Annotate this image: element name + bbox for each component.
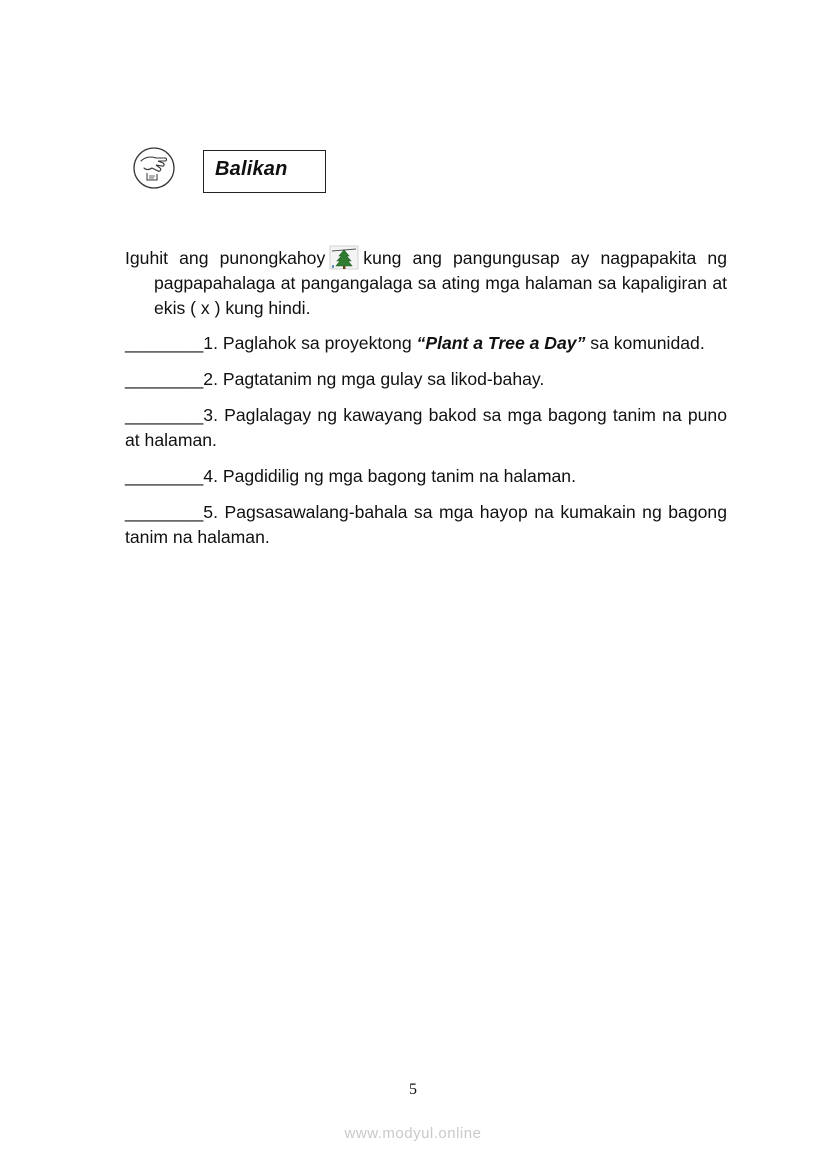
section-title: Balikan <box>215 158 288 180</box>
answer-blank: ________ <box>125 369 204 389</box>
activity-content <box>125 244 727 561</box>
list-item <box>125 331 727 356</box>
instructions-text-end: kung ang pangungusap ay nagpapakita ng pagpapahalaga at pangangalaga sa ating mga halaman sa kapaligiran at ekis ( x ) kung hindi. <box>154 248 728 318</box>
section-header-box <box>203 150 326 193</box>
item-text: Paglalagay ng kawayang bakod sa mga bagong tanim na puno at halaman. <box>125 405 727 450</box>
instructions <box>125 244 727 321</box>
item-text: Pagtatanim ng mga gulay sa likod-bahay. <box>217 369 545 389</box>
list-item <box>125 403 727 453</box>
item-number: 4. <box>203 466 218 486</box>
item-number: 1. <box>203 333 218 353</box>
list-item <box>125 500 727 550</box>
tree-icon <box>329 244 359 270</box>
page-number: 5 <box>409 1081 417 1098</box>
watermark: www.modyul.online <box>344 1125 482 1142</box>
item-emphasis: “Plant a Tree a Day” <box>416 333 586 353</box>
answer-blank: ________ <box>125 333 204 353</box>
instructions-text-start: Iguhit ang punongkahoy <box>125 248 326 268</box>
item-text: Paglahok sa proyektong <box>217 333 417 353</box>
list-item <box>125 464 727 489</box>
item-text: Pagsasawalang-bahala sa mga hayop na kumakain ng bagong tanim na halaman. <box>125 502 727 547</box>
item-number: 2. <box>203 369 218 389</box>
list-item <box>125 367 727 392</box>
answer-blank: ________ <box>125 466 204 486</box>
item-number: 5. <box>203 502 218 522</box>
item-number: 3. <box>203 405 218 425</box>
hand-writing-icon <box>132 146 176 190</box>
item-text-end: sa komunidad. <box>585 333 705 353</box>
answer-blank: ________ <box>125 502 204 522</box>
item-text: Pagdidilig ng mga bagong tanim na halaman. <box>217 466 576 486</box>
answer-blank: ________ <box>125 405 204 425</box>
